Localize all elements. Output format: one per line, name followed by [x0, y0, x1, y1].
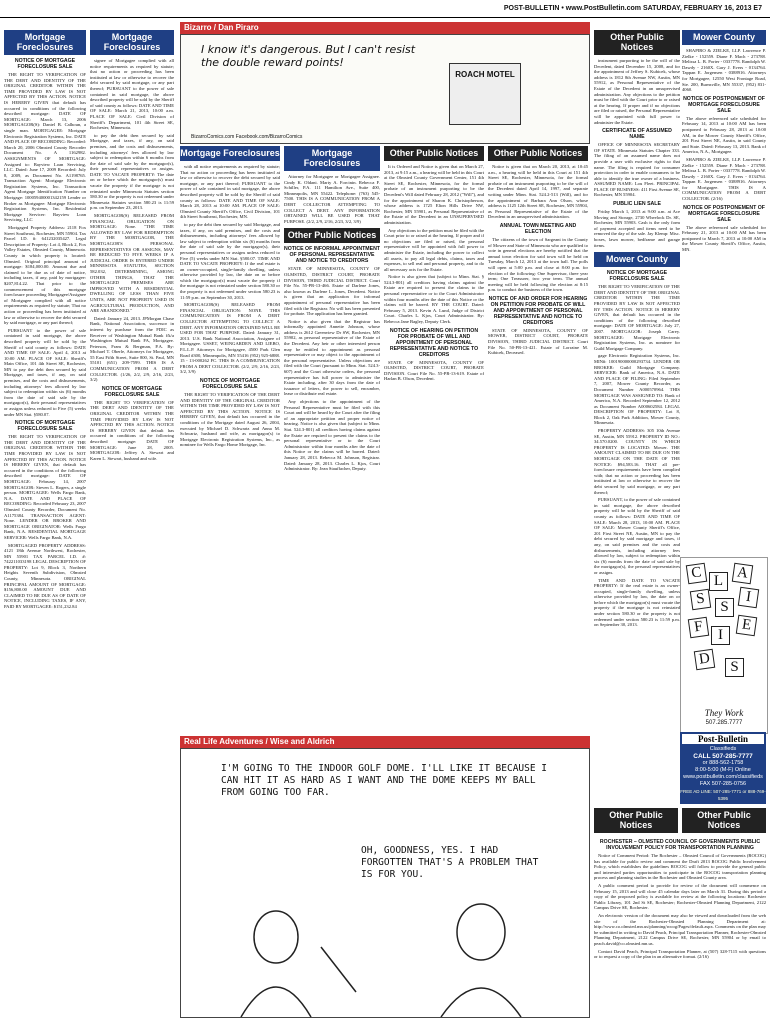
notice-body: PURSUANT, to the power of sale contained in said mortgage, the above described property will be sold by the Sheriff of said county as follows: DATE AND TIME OF SALE: March 28, 2013, 10:00 AM. PLACE OF SALE: Mower County Sheriff's Office, 201 First Street NE, Austin, MN to pay the debt secured by said mortgage and taxes, if any, on said premises and the costs and disbursements, including attorney fees allowed by law, subject to redemption within six (6) months from the date of said sale by the mortgagor(s), the personal representatives or assigns. — [594, 497, 680, 575]
notice-title: ANNUAL TOWN MEETING AND ELECTION — [499, 222, 577, 235]
notice-body: SHAPIRO & ZIELKE, LLP. Lawrence P. Zielke - 152559. Diane F. Mach - 273788. Melissa L. B. Porter - 0337778. Randolph W. Dawdy - 2160X. Gary J. Evers - 0134764. Tappan E. Jorgensen - 0388916. Attorneys for Mortgagee, 12550 West Frontage Road, Ste. 200, Burnsville, MN 55337, (952) 831-4060. — [682, 48, 766, 93]
brand-label: Classifieds — [709, 746, 737, 752]
notice-title: ROCHESTER – OLMSTED COUNCIL OF GOVERNMENTS PUBLIC INVOLVEMENT POLICY FOR TRANSPORTATION PLANNING — [599, 839, 761, 851]
classifieds-letter: I — [738, 587, 759, 608]
free-ad-line: FREE AD LINE: 507-285-7771 or 888-769-5395 — [680, 789, 766, 801]
column-4b-notices — [284, 246, 380, 471]
notice-body: Notice is also given that (subject to Minn. Stat. § 524.3-801) all creditors having claims against the Estate are required to present the claims to the personal representative or to the Court Administrator within four months after the date of this Notice or the claims will be barred. BY THE COURT. Dated: February 5, 2013. Kevin A. Lund, Judge of District Court. Charles L. Kjos, Court Administrator. By: Rebecca Jane Bagley, Deputy Clerk. — [384, 274, 484, 325]
notice-body: PURSUANT to the power of sale contained in said mortgage, the above described property will be sold by the Sheriff of said county as follows: DATE AND TIME OF SALE: April 4, 2013 at 10:00 AM. PLACE OF SALE: Sheriff's Main Office, 101 4th Street SE, Rochester, MN to pay the debt then secured by said Mortgage, and taxes, if any, on said premises, and the costs and disbursements, including attorneys' fees allowed by law subject to redemption within six (6) months from the date of said sale by the mortgagor(s), their personal representatives or assigns unless reduced to Five (5) weeks under MN Stat. §580.07. — [4, 327, 86, 417]
notice-title: NOTICE OF MORTGAGE FORECLOSURE SALE — [199, 377, 261, 390]
brand-name: Post-Bulletin — [682, 734, 764, 744]
notice-body: THE RIGHT TO VERIFICATION OF THE DEBT AND IDENTITY OF THE ORIGINAL CREDITOR WITHIN THE TIME PROVIDED BY LAW IS NOT AFFECTED BY THIS ACTION. NOTICE IS HEREBY GIVEN, that default has occurred in the conditions of the following described mortgage: DATE OF MORTGAGE: February 14, 2007 MORTGAGOR: Steven L. Rogers, a single person. MORTGAGEE: Wells Fargo Bank, N.A. DATE AND PLACE OF RECORDING: Recorded February 23, 2007 Olmsted County Recorder, Document No. A1175384. TRANSACTION AGENT: None. LENDER OR BROKER AND MORTGAGE ORIGINATOR: Wells Fargo Bank, N.A. RESIDENTIAL MORTGAGE SERVICER: Wells Fargo Bank, N.A. — [4, 434, 86, 540]
notice-body: Any objections to the petition must be filed with the Court prior to or raised at the hearing. If proper and if no objections are filed or raised, the personal representative will be appointed with full power to administer the Estate, including the power to collect all assets, to pay all legal debts, claims, taxes and expenses, to sell real and personal property, and to do all necessary acts for the Estate. — [384, 227, 484, 272]
section-header: Mower County — [594, 252, 680, 267]
section-header: Other Public Notices — [384, 146, 484, 161]
roach-motel-sign-text: ROACH MOTEL — [455, 70, 515, 79]
column-7-notices — [594, 58, 680, 248]
classifieds-phone: 507.285.7777 — [705, 720, 743, 726]
notice-title: NOTICE OF MORTGAGE FORECLOSURE SALE — [14, 58, 76, 70]
section-header: Mortgage Foreclosures — [284, 146, 380, 171]
classifieds-letter: S — [725, 658, 744, 677]
page-header-bar — [0, 0, 770, 18]
column-3 — [180, 146, 280, 734]
classifieds-letter: L — [709, 572, 728, 591]
column-8-notices — [594, 353, 680, 628]
notice-body: It is Ordered and Notice is given that on March 27, 2013, at 9:15 a.m., a hearing will be held in this Court at the Olmsted County Government Center, 151 4th Street SE, Rochester, Minnesota, for the formal probate of an instrument purporting to be the Decedent's Will dated February 28, 2012 ("Will"), and for the appointment of Sharon K. Christopherson, whose address is 1725 Elton Hills Drive NW, Rochester, MN 55901, as Personal Representative of the Estate of the Decedent in an UNSUPERVISED administration. — [384, 164, 484, 225]
notice-body: Any objections to the appointment of the Personal Representative must be filed with this Court and will be heard by the Court after the filing of an appropriate petition and proper notice of hearing. Notice is also given that (subject to Minn. Stat. 524.3-801) all creditors having claims against the Estate are required to present the claims to the personal representative or to the Court Administrator within four months after the date of this Notice or the claims will be barred. Dated: January 28, 2013. Rebecca M. Johnson, Registrar. Dated: January 28, 2013. Charles L. Kjos, Court Administrator. By: Jean Stauffacher, Deputy. — [284, 399, 380, 472]
section-header: Other Public Notices — [284, 228, 380, 243]
classifieds-letter: C — [686, 563, 707, 584]
wise-comic-title: Real Life Adventures / Wise and Aldrich — [180, 736, 590, 748]
notice-body: PROPERTY ADDRESS: 305 10th Avenue SE, Austin, MN 55912. PROPERTY ID NO.: 34.570.0200. COUNTY IN WHICH PROPERTY IS LOCATED: Mower. THE AMOUNT CLAIMED TO BE DUE ON THE MORTGAGE ON THE DATE OF THE NOTICE: $94,583.16. THAT all pre-foreclosure requirements have been complied with; that no action or proceeding has been instituted at law or otherwise to recover the debt secured by said mortgage, or any part thereof; — [594, 428, 680, 495]
section-header: Mower County — [682, 30, 766, 45]
notice-body: THE RIGHT TO VERIFICATION OF THE DEBT AND IDENTITY OF THE ORIGINAL CREDITOR WITHIN THE TIME PROVIDED BY LAW IS NOT AFFECTED BY THIS ACTION. NOTICE IS HEREBY GIVEN, that default has occurred in the conditions of the Mortgage dated August 26, 2004, executed by Michael D. Schwartz and Anna M. Schwartz, husband and wife, as mortgagor(s) to Mortgage Electronic Registration Systems, Inc., as nominee for Wells Fargo Home Mortgage, Inc. — [180, 391, 280, 448]
notice-body: The above referenced sale scheduled for February 14, 2013 at 10:00 AM has been postponed to February 28, 2013 at 10:00 AM, in the Mower County Sheriff's Office, 201 First Street NE, Austin, in said County and State. Dated: February 13, 2013. Bank of America, N.A., Mortgagee. — [682, 115, 766, 155]
classifieds-letter: A — [732, 563, 753, 584]
notice-title: NOTICE OF MORTGAGE FORECLOSURE SALE — [101, 385, 163, 398]
notice-title: NOTICE OF INFORMAL APPOINTMENT OF PERSONAL REPRESENTATIVE AND NOTICE TO CREDITORS — [284, 246, 380, 265]
post-bulletin-contact-box — [680, 732, 766, 804]
section-header: Other Public Notices — [594, 808, 678, 833]
roach-motel-sign — [449, 63, 521, 125]
page-header-text: POST-BULLETIN • www.PostBulletin.com SATURDAY, FEBRUARY 16, 2013 E7 — [503, 5, 762, 12]
column-9 — [682, 30, 766, 555]
classifieds-letter: I — [711, 626, 730, 645]
section-header: Other Public Notices — [488, 146, 588, 161]
notice-body: An electronic version of the document may also be viewed and downloaded from the web site of the Rochester-Olmsted Planning Department at: http://www.co.olmsted.mn.us/planning/rocog/Pages/default.aspx. Comments on the plan may be submitted in writing to David Peach, Principal Transportation Planner, Rochester-Olmsted Planning Department, 2122 Campus Drive SE, Rochester, MN 55904 or by email to peach.david@co.olmsted.mn.us. — [594, 912, 766, 946]
column-4-notices — [284, 174, 380, 224]
fax: FAX 507-285-0756 — [699, 781, 747, 787]
column-10 — [594, 808, 766, 1018]
notice-body: to pay the debt then secured by said Mortgage, and taxes, if any, on said premises, and the costs and disbursements, including attorneys' fees allowed by law subject to redemption within 6 months from the date of said sale by the mortgagor(s), their personal representatives or assigns. DATE TO VACATE PROPERTY: The date on or before which the mortgagor(s) must vacate the property if the mortgage is not reinstated under Minnesota Statutes section 580.30 or the property is not redeemed under Minnesota Statutes section 580.23 is 11:59 p.m. on September 23, 2013. — [90, 132, 174, 211]
notice-body: STATE OF MINNESOTA, COUNTY OF OLMSTED, DISTRICT COURT, PROBATE DIVISION, THIRD JUDICIAL DISTRICT. Court File No. 55-PR-13-466. Estate of Darlene Jones, also known as Darlene L. Jones, Decedent. Notice is given that an application for informal appointment of personal representative has been filed with the Registrar. No will has been presented for probate. The application has been granted. — [284, 266, 380, 317]
notice-title: NOTICE OF POSTPONEMENT OF MORTGAGE FORECLOSURE SALE — [683, 204, 765, 223]
notice-body: The citizens of the town of Sargeant in the County of Mower and State of Minnesota who are qualified to vote in general elections are hereby notified that the annual town election for said town will be held on Tuesday, March 12, 2013 at the town hall. The polls will open at 5:00 p.m. and close at 8:00 p.m. for election of the following: One Supervisor, three year term; One Treasurer, two year term. The annual meeting will be held following the election at 8:15 p.m. to conduct the business of the town. — [488, 236, 588, 293]
hours: 8:00-5:00 (M-F) Online — [695, 767, 751, 773]
notice-title: NOTICE OF MORTGAGE FORECLOSURE SALE — [606, 270, 668, 283]
notice-body: MORTGAGOR(S) RELEASED FROM FINANCIAL OBLIGATION: NONE. THIS COMMUNICATION IS FROM A DEBT COLLECTOR ATTEMPTING TO COLLECT A DEBT. ANY INFORMATION OBTAINED WILL BE USED FOR THAT PURPOSE. Dated: January 31, 2013. U.S. Bank National Association, Assignee of Mortgagee. USSET, WEINGARDEN AND LIEBO, P.L.L.P. Attorneys for Mortgagee, 4500 Park Glen Road #300, Minneapolis, MN 55416 (952) 925-6888. 15 - 13-000262 FC. THIS IS A COMMUNICATION FROM A DEBT COLLECTOR. (2/2, 2/9, 2/16, 2/23, 3/2, 3/9) — [180, 302, 280, 375]
classifieds-tagline: They Work — [704, 708, 744, 718]
comic-title: Bizarro / Dan Piraro — [180, 22, 590, 34]
notice-body: instrument purporting to be the will of the Decedent, dated December 15, 2008, and for the appointment of Jeffrey S. Kubicek, whose address is 1812 8th Avenue NW, Austin, MN 55912, as Personal Representative of the Estate of the Decedent in an unsupervised administration. Any objections to the petition must be filed with the Court prior to or raised at the hearing. If proper and if no objections are filed or raised, the Personal Representative will be appointed with full power to administer the Estate. — [594, 58, 680, 125]
notice-body: The above referenced sale scheduled for February 21, 2013 at 10:00 AM has been postponed to March 7, 2013 at 10:00 AM in the Mower County Sheriff's Office, Austin, MN. — [682, 224, 766, 253]
notice-body: gage Electronic Registration Systems, Inc. MIN#: 100190000000293734. LENDER OR BROKER: Guild Mortgage Company. SERVICER: Bank of America, N.A. DATE AND PLACE OF FILING: Filed September 7, 2007, Mower County Recorder, as Document Number A000570964. THIS MORTGAGE WAS ASSIGNED TO: Bank of America, N.A. Recorded September 12, 2012 as Document Number A000602584. LEGAL DESCRIPTION OF PROPERTY: Lot 8, Block 2, Oak Park Addition, Mower County, Minnesota. — [594, 353, 680, 426]
classifieds-letter: S — [715, 598, 734, 617]
notice-body: TIME AND DATE TO VACATE PROPERTY: If the real estate is an owner-occupied, single-family dwelling, unless otherwise provided by law, the date on or before which the mortgagor(s) must vacate the property if the mortgage is not reinstated under section 580.30 or the property is not redeemed under section 580.23 is 11:59 p.m. on September 30, 2013. — [594, 577, 680, 628]
notice-title: NOTICE OF AND ORDER FOR HEARING ON PETITION FOR PROBATE OF WILL AND APPOINTMENT OF PERSONAL REPRESENTATIVE AND NOTICE TO CREDITORS — [488, 295, 588, 326]
comic-caption: I know it's dangerous. But I can't resist the double reward points! — [201, 43, 416, 69]
notice-title: NOTICE OF HEARING ON PETITION FOR PROBATE OF WILL AND APPOINTMENT OF PERSONAL REPRESENTATIVE AND NOTICE TO CREDITORS — [389, 327, 479, 358]
classifieds-letter: D — [694, 649, 715, 670]
wise-speech-2: OH, GOODNESS, YES. I HAD FORGOTTEN THAT'S A PROBLEM THAT IS FOR YOU. — [361, 845, 539, 880]
notice-body: Dated: January 24, 2013. JPMorgan Chase Bank, National Association, successor in interest by purchase from the FDIC as Receiver of Washington Mutual Bank f/k/a Washington Mutual Bank FA, Mortgagee. Peterson, Fram & Bergman, P.A. By: Michael T. Oberle, Attorneys for Mortgagee, 55 East Fifth Street, Suite 800, St. Paul, MN 55101 (651) 209-7599. THIS IS A COMMUNICATION FROM A DEBT COLLECTOR. (1/26, 2/2, 2/9, 2/16, 2/23, 3/2) — [90, 315, 174, 383]
notice-body: Friday March 1, 2013 at 9:00 a.m. at Ace Moving and Storage, 2730 Wheelock Dr. SE, Rochester, MN 55903. Cash is the only form of payment accepted and items need to be removed the day of the sale. Jay Klemp: Misc. boxes, lawn mower, bedframe and garage items. — [594, 209, 680, 248]
column-5 — [384, 146, 484, 734]
section-header: Mortgage Foreclosures — [180, 146, 280, 161]
column-1 — [4, 30, 86, 1020]
notice-body: with all notice requirements as required by statute; That no action or proceeding has been instituted at law or otherwise to recover the debt secured by said mortgage, or any part thereof; PURSUANT to the power of sale contained in said mortgage, the above described property will be sold by the Sheriff of said county as follows: DATE AND TIME OF SALE: March 28, 2013 at 10:00 AM. PLACE OF SALE: Olmsted County Sheriff's Office, Civil Division, 101 4th Street Southeast, Rochester, MN. — [180, 164, 280, 220]
notice-body: A public comment period to provide for review of the document will commence on February 15, 2013 and will close 45 calendar days later on March 31. During this period a copy of the proposed policy is available for review at the following locations: Rochester Public Library, 101 2nd St SE, Rochester; Rochester-Olmsted Planning Department, 2122 Campus Drive SE, Rochester. — [594, 882, 766, 911]
notice-body: STATE OF MINNESOTA, COUNTY OF OLMSTED, DISTRICT COURT, PROBATE DIVISION. Court File No. 55-PR-13-619. Estate of Harlan B. Olson, Decedent. — [384, 359, 484, 382]
notice-body: Contact David Peach, Principal Transportation Planner, at (507) 328-7115 with questions or to request a copy of the plan in an alternative format. (2/16) — [594, 948, 766, 960]
toll-free[interactable]: or 888-562-1758 — [702, 760, 744, 766]
notice-title: PUBLIC LIEN SALE — [613, 201, 661, 208]
notice-title: NOTICE OF MORTGAGE FORECLOSURE SALE — [14, 420, 76, 433]
notice-body: STATE OF MINNESOTA, COUNTY OF MOWER, DISTRICT COURT, PROBATE DIVISION, THIRD JUDICIAL DISTRICT. Court File No. 50-PR-13-421. Estate of Lorraine M. Kubicek, Deceased. — [488, 327, 588, 356]
classifieds-letter: S — [690, 589, 711, 610]
website-link[interactable]: www.postbulletin.com/classifieds — [683, 774, 763, 780]
classifieds-letter: E — [736, 615, 757, 636]
notice-body: Notice of Comment Period: The Rochester – Olmsted Council of Governments (ROCOG) has available for public review and comment the Draft 2013 ROCOG Public Involvement Policy, which establishes the guidelines ROCOG will follow to provide the general public and interested parties opportunities to participate in the ROCOG transportation planning process and planning studies in the Rochester and Olmsted County area. — [594, 853, 766, 881]
bizarro-comic — [180, 34, 590, 144]
golfer-illustration — [181, 877, 591, 1017]
notice-body: Mortgaged Property Address: 2118 Fox Street Southeast, Rochester, MN 55904. Tax Parcel I.D. #: 641232035427. Legal Description of Property: Lot 4, Block 2, Fox Valley Estates, Olmsted County, Minnesota. County in which property is located: Olmsted. Original principal amount of mortgage: $184,000.00. Amount due and claimed to be due as of date of notice, including taxes, if any, paid by mortgagee: $207,814.22. That prior to the commencement of this mortgage foreclosure proceeding Mortgagee/Assignee of Mortgagee complied with all notice requirements as required by statute; That no action or proceeding has been instituted at law or otherwise to recover the debt secured by said mortgage, or any part thereof; — [4, 225, 86, 326]
section-header: Other Public Notices — [594, 30, 680, 55]
wise-speech-1: I'M GOING TO THE INDOOR GOLF DOME. I'LL LIKE IT BECAUSE I CAN HIT IT AS HARD AS I WANT AND THE DOME KEEPS MY BALL FROM GOING TOO FAR. — [221, 763, 548, 798]
notice-body: Notice is given that on March 20, 2013, at 10:45 a.m., a hearing will be held in this Court at 151 4th Street SE, Rochester, Minnesota, for the formal probate of an instrument purporting to be the will of the Decedent dated April 14, 1997, and separate writing under Minn. Stat. 524.2-513 (Will), and for the appointment of Barbara Ann Olson, whose address is 1125 12th Street SE, Rochester, MN 55904, as Personal Representative of the Estate of the Decedent in an unsupervised administration. — [488, 164, 588, 220]
column-4 — [284, 146, 380, 734]
real-life-adventures-comic — [180, 748, 590, 1018]
section-header: Other Public Notices — [682, 808, 766, 833]
column-6 — [488, 146, 588, 734]
notice-body: THE RIGHT TO VERIFICATION OF THE DEBT AND IDENTITY OF THE ORIGINAL CREDITOR WITHIN THE TIME PROVIDED BY LAW IS NOT AFFECTED BY THIS ACTION. NOTICE IS HEREBY GIVEN, that default has occurred in the conditions of the following described mortgage: DATE OF MORTGAGE: July 27, 2007. MORTGAGOR: Joseph Carey. MORTGAGEE: Mortgage Electronic Registration Systems, Inc. as nominee for Guild Mortgage Company. — [594, 284, 680, 351]
comic-credit: BizarroComics.com Facebook.com/BizarroComics — [191, 134, 303, 140]
notice-body: THE RIGHT TO VERIFICATION OF THE DEBT AND IDENTITY OF THE ORIGINAL CREDITOR WITHIN THE TIME PROVIDED BY LAW IS NOT AFFECTED BY THIS ACTION. NOTICE IS HEREBY GIVEN that default has occurred in conditions of the following described mortgage: DATE OF MORTGAGE: March 13, 2006 MORTGAGOR(S): Daniel B. Calhoun, a single man. MORTGAGEE: Mortgage Electronic Registration Systems, Inc. DATE AND PLACE OF RECORDING: Recorded: March 20, 2006 Olmsted County Recorder Document No. A 1162982. ASSIGNMENTS OF MORTGAGE: Assigned to: Bayview Loan Servicing, LLC. Dated: June 17, 2009 Recorded: July 8, 2009, as Document No. A1198765. Transaction Agent: Mortgage Electronic Registration Systems, Inc. Transaction Agent Mortgage Identification Number on Mortgage: 100059400001342159 Lender or Broker as Mortgagee: Mortgage Electronic Registration Systems, Inc. Residential Mortgage Servicer: Bayview Loan Servicing, LLC — [4, 72, 86, 223]
notice-body: SHAPIRO & ZIELKE, LLP. Lawrence P. Zielke - 152559. Diane F. Mach - 273788. Melissa L. B. Porter - 0337778. Randolph W. Dawdy - 2160X. Gary J. Evers - 0134764. Tappan E. Jorgensen - 0388916. Attorneys for Mortgagee. THIS IS A COMMUNICATION FROM A DEBT COLLECTOR. (2/16) — [682, 156, 766, 202]
call-number[interactable]: CALL 507-285-7777 — [693, 753, 753, 760]
notice-title: CERTIFICATE OF ASSUMED NAME — [602, 128, 672, 141]
classifieds-ad — [680, 557, 768, 734]
notice-body: OFFICE OF MINNESOTA SECRETARY OF STATE. Minnesota Statutes Chapter 333. The filing of an assumed name does not provide a user with exclusive rights to that name. The filing is required for consumer protection in order to enable consumers to be able to identify the true owner of a business. ASSUMED NAME: Lou Fleet. PRINCIPAL PLACE OF BUSINESS: 411 First Avenue SE, Rochester, MN 55904. — [594, 142, 680, 198]
notice-body: MORTGAGOR(S) RELEASED FROM FINANCIAL OBLIGATION ON MORTGAGE: None. "THE TIME ALLOWED BY LAW FOR REDEMPTION BY THE MORTGAGOR, THE MORTGAGOR'S PERSONAL REPRESENTATIVES OR ASSIGNS, MAY BE REDUCED TO FIVE WEEKS IF A JUDICIAL ORDER IS ENTERED UNDER MINNESOTA STATUTES, SECTION 582.032, DETERMINING, AMONG OTHER THINGS, THAT THE MORTGAGED PREMISES ARE IMPROVED WITH A RESIDENTIAL DWELLING OF LESS THAN FIVE UNITS, ARE NOT PROPERTY USED IN AGRICULTURAL PRODUCTION, AND ARE ABANDONED." — [90, 213, 174, 314]
notice-body: Attorney for Mortgagee or Mortgagee Assignee. Cindy K. Oldani. Marty A. Forcinin. Rebecca F. Schiller, P.A. 111 Hamilton Ave., Suite 400, Minneapolis, MN 55422. Telephone: (763) 545-7500. THIS IS A COMMUNICATION FROM A DEBT COLLECTOR ATTEMPTING TO COLLECT A DEBT. ANY INFORMATION OBTAINED WILL BE USED FOR THAT PURPOSE. (2/2, 2/9, 2/16, 2/23, 3/2, 3/9) — [284, 174, 380, 224]
section-header: Mortgage Foreclosures — [4, 30, 86, 55]
notice-body: signee of Mortgagee complied with all notice requirements as required by statute; that no action or proceeding has been instituted at law or otherwise to recover the debt secured by said mortgage, or any part thereof; PURSUANT to the power of sale contained in said mortgage, the above described property will be sold by the Sheriff of said county as follows: DATE AND TIME OF SALE: March 21, 2013, 10:00 a.m. PLACE OF SALE: Civil Division of Sheriff's Department, 101 4th Street SE, Rochester, Minnesota. — [90, 58, 174, 131]
notice-title: NOTICE OF POSTPONEMENT OF MORTGAGE FORECLOSURE SALE — [683, 95, 765, 114]
column-7b-notices — [594, 270, 680, 351]
notice-body: Notice is also given that the Registrar has informally appointed Annette Johnson, whose address is 2612 Greenview Dr SW, Rochester, MN 55902, as personal representative of the Estate of the Decedent. Any heir or other interested person may be entitled to appointment as personal representative or may object to the appointment of the personal representative. Unless objections are filed with the Court (pursuant to Minn. Stat. 524.3-607) and the Court otherwise orders, the personal representative has full power to administer the Estate including, after 30 days from the date of issuance of letters, the power to sell, encumber, lease or distribute real estate. — [284, 318, 380, 397]
notice-body: THE RIGHT TO VERIFICATION OF THE DEBT AND IDENTITY OF THE ORIGINAL CREDITOR WITHIN THE TIME PROVIDED BY LAW IS NOT AFFECTED BY THIS ACTION. NOTICE IS HEREBY GIVEN that default has occurred in conditions of the following described mortgage: DATE OF MORTGAGE: June 28, 2005. MORTGAGOR: Jeffrey A. Stewart and Karen L. Stewart, husband and wife. — [90, 399, 174, 461]
section-header: Mortgage Foreclosures — [90, 30, 174, 55]
notice-body: MORTGAGED PROPERTY ADDRESS: 4121 18th Avenue Northwest, Rochester, MN 55901 TAX PARCEL I.D. #: 742211033198 LEGAL DESCRIPTION OF PROPERTY: Lot 9, Block 3, Northern Heights Seventh Subdivision, Olmsted County, Minnesota. ORIGINAL PRINCIPAL AMOUNT OF MORTGAGE: $156,800.00 AMOUNT DUE AND CLAIMED TO BE DUE AS OF DATE OF NOTICE, INCLUDING TAXES, IF ANY, PAID BY MORTGAGEE: $151,232.84 — [4, 542, 86, 610]
column-2 — [90, 30, 174, 1020]
classifieds-letter: F — [688, 617, 709, 638]
notice-body: to pay the debt then secured by said Mortgage, and taxes, if any, on said premises, and the costs and disbursements, including attorneys' fees allowed by law subject to redemption within six (6) months from the date of said sale by the mortgagor(s), their personal representatives or assigns unless reduced to Five (5) weeks under MN Stat. §580.07. TIME AND DATE TO VACATE PROPERTY: If the real estate is an owner-occupied, single-family dwelling, unless otherwise provided by law, the date on or before which the mortgagor(s) must vacate the property if the mortgage is not reinstated under section 580.30 or the property is not redeemed under section 580.23 is 11:59 p.m. on September 30, 2013. — [180, 221, 280, 300]
